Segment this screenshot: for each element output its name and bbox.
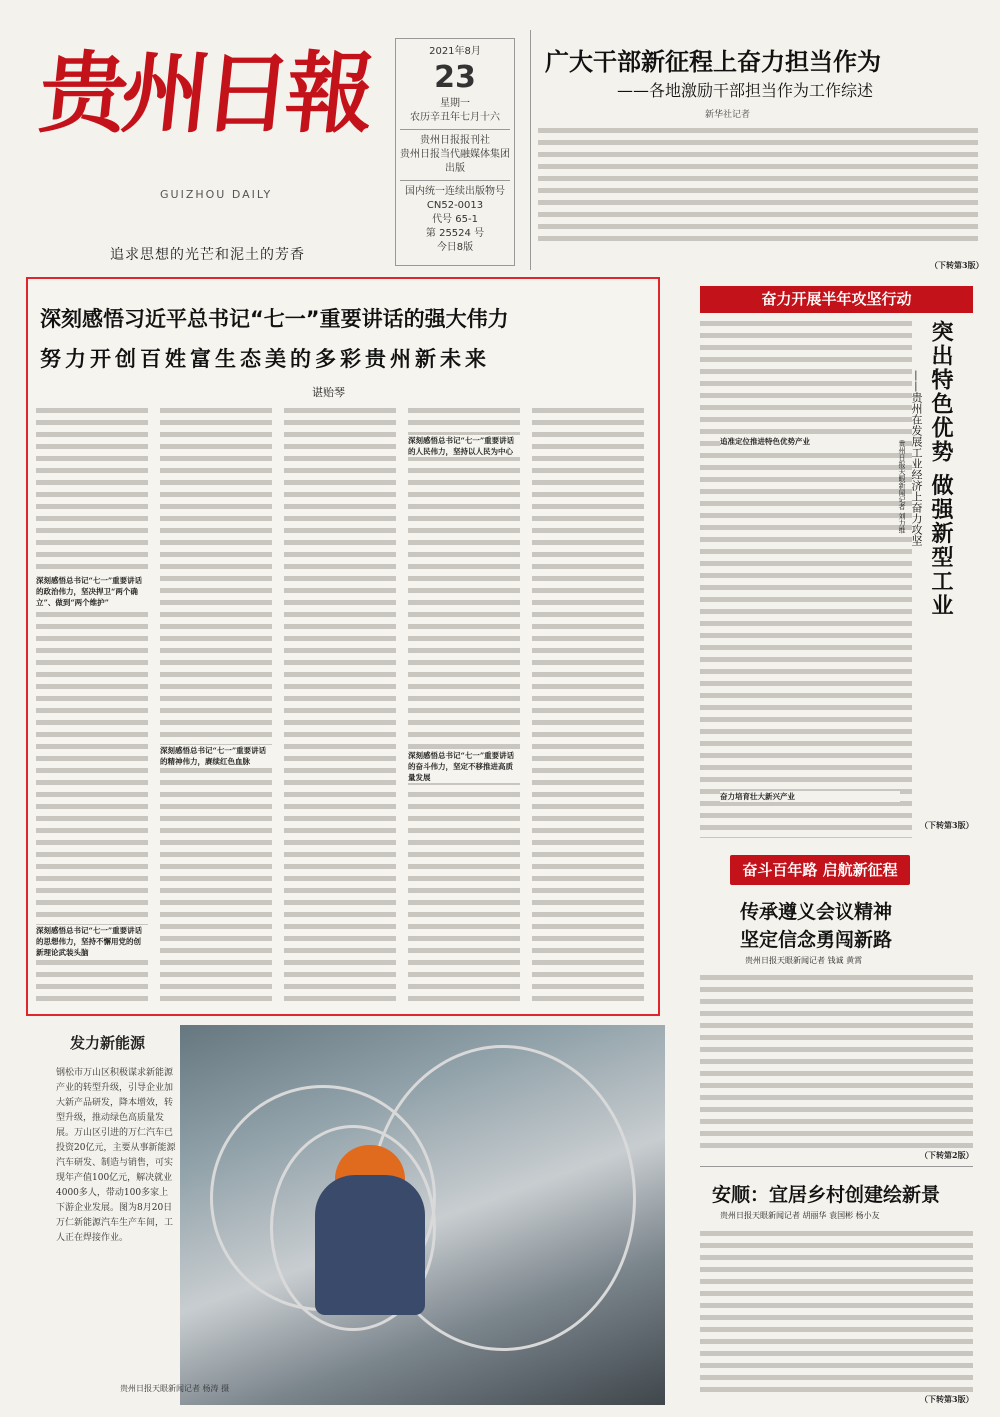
top-story-body <box>538 125 978 245</box>
serial-label: 国内统一连续出版物号 <box>405 186 505 197</box>
featured-subhead-4: 深刻感悟总书记“七一”重要讲话的人民伟力，坚持以人民为中心 <box>408 435 520 457</box>
story2-byline: 贵州日报天眼新闻记者 钱诚 黄霄 <box>745 956 863 965</box>
newspaper-title-en: GUIZHOU DAILY <box>160 188 273 201</box>
text-column <box>284 405 396 1005</box>
publish-label: 出版 <box>445 163 465 174</box>
newspaper-title: 贵州日報 <box>34 41 374 145</box>
cn-number: CN52-0013 <box>426 200 484 211</box>
publisher-2: 贵州日报当代融媒体集团 <box>400 149 510 160</box>
story2-headline-1[interactable]: 传承遵义会议精神 <box>740 901 893 923</box>
weekday: 星期一 <box>440 98 470 109</box>
photo-caption-title: 发力新能源 <box>70 1034 146 1052</box>
divider <box>700 1166 973 1167</box>
photo-credit: 贵州日报天眼新闻记者 杨涛 摄 <box>120 1384 230 1393</box>
century-banner: 奋斗百年路 启航新征程 <box>730 855 910 885</box>
top-story-subheadline: ——各地激励干部担当作为工作综述 <box>617 81 874 100</box>
top-story-byline: 新华社记者 <box>705 110 751 120</box>
story3-body <box>700 1228 973 1393</box>
worker-figure <box>315 1175 425 1315</box>
right-continued[interactable]: （下转第3版） <box>920 820 974 830</box>
featured-subhead-5: 深刻感悟总书记“七一”重要讲话的奋斗伟力，坚定不移推进高质量发展 <box>408 750 520 783</box>
story3-continued[interactable]: （下转第3版） <box>920 1394 974 1404</box>
publisher-1: 贵州日报报刊社 <box>420 135 490 146</box>
right-section-2: 奋力培育壮大新兴产业 <box>720 791 900 802</box>
story2-headline-2[interactable]: 坚定信念勇闯新路 <box>740 929 893 951</box>
featured-headline-2[interactable]: 努力开创百姓富生态美的多彩贵州新未来 <box>40 347 490 371</box>
vertical-byline: 贵州日报天眼新闻记者 刘力维 <box>898 440 906 534</box>
top-story-continued[interactable]: （下转第3版） <box>930 260 984 270</box>
issue-number: 第 25524 号 <box>425 228 485 239</box>
vertical-subheadline: ——贵州在发展工业经济上奋力攻坚 <box>910 370 923 546</box>
text-column <box>532 405 644 1005</box>
right-article-body <box>700 318 912 838</box>
vertical-headline[interactable]: 突出特色优势 做强新型工业 <box>928 320 953 618</box>
masthead <box>34 18 385 208</box>
featured-subhead-1: 深刻感悟总书记“七一”重要讲话的政治伟力，坚决捍卫“两个确立”、做到“两个维护” <box>36 575 148 608</box>
top-story-headline[interactable]: 广大干部新征程上奋力担当作为 <box>545 48 881 76</box>
story3-headline[interactable]: 安顺：宜居乡村创建绘新景 <box>712 1184 941 1206</box>
story2-body <box>700 972 973 1152</box>
divider <box>530 30 531 270</box>
featured-author: 谌贻琴 <box>312 386 345 399</box>
featured-subhead-3: 深刻感悟总书记“七一”重要讲话的精神伟力，赓续红色血脉 <box>160 745 272 767</box>
featured-headline-1[interactable]: 深刻感悟习近平总书记“七一”重要讲话的强大伟力 <box>40 307 509 331</box>
date-day: 23 <box>434 60 476 95</box>
featured-body <box>36 405 648 1005</box>
text-column <box>408 405 520 1005</box>
slogan: 追求思想的光芒和泥土的芳香 <box>110 247 305 263</box>
code-number: 代号 65-1 <box>432 214 478 225</box>
story3-byline: 贵州日报天眼新闻记者 胡丽华 袁国彬 杨小友 <box>720 1211 880 1220</box>
text-column <box>160 405 272 1005</box>
photo-caption-text: 钢松市万山区积极谋求新能源产业的转型升级，引导企业加大新产品研发，降本增效，转型升级，推动绿色高质量发展。万山区引进的万仁汽车已投资20亿元，主要从事新能源汽车研发、制造与销售，可实现年产值100亿元，解决就业4000多人，带动100多家上下游企业发展。图为8月20日万仁新能源汽车生产车间，工人正在焊接作业。 <box>56 1068 176 1243</box>
lunar-date: 农历辛丑年七月十六 <box>410 112 500 123</box>
right-section-1: 追准定位推进特色优势产业 <box>720 436 900 447</box>
datebox <box>395 38 515 266</box>
text-column <box>36 405 148 1005</box>
story2-continued[interactable]: （下转第2版） <box>920 1150 974 1160</box>
page-count: 今日8版 <box>436 242 474 253</box>
right-section-banner: 奋力开展半年攻坚行动 <box>700 286 973 313</box>
featured-subhead-2: 深刻感悟总书记“七一”重要讲话的思想伟力，坚持不懈用党的创新理论武装头脑 <box>36 925 148 958</box>
date-month: 2021年8月 <box>429 46 481 57</box>
